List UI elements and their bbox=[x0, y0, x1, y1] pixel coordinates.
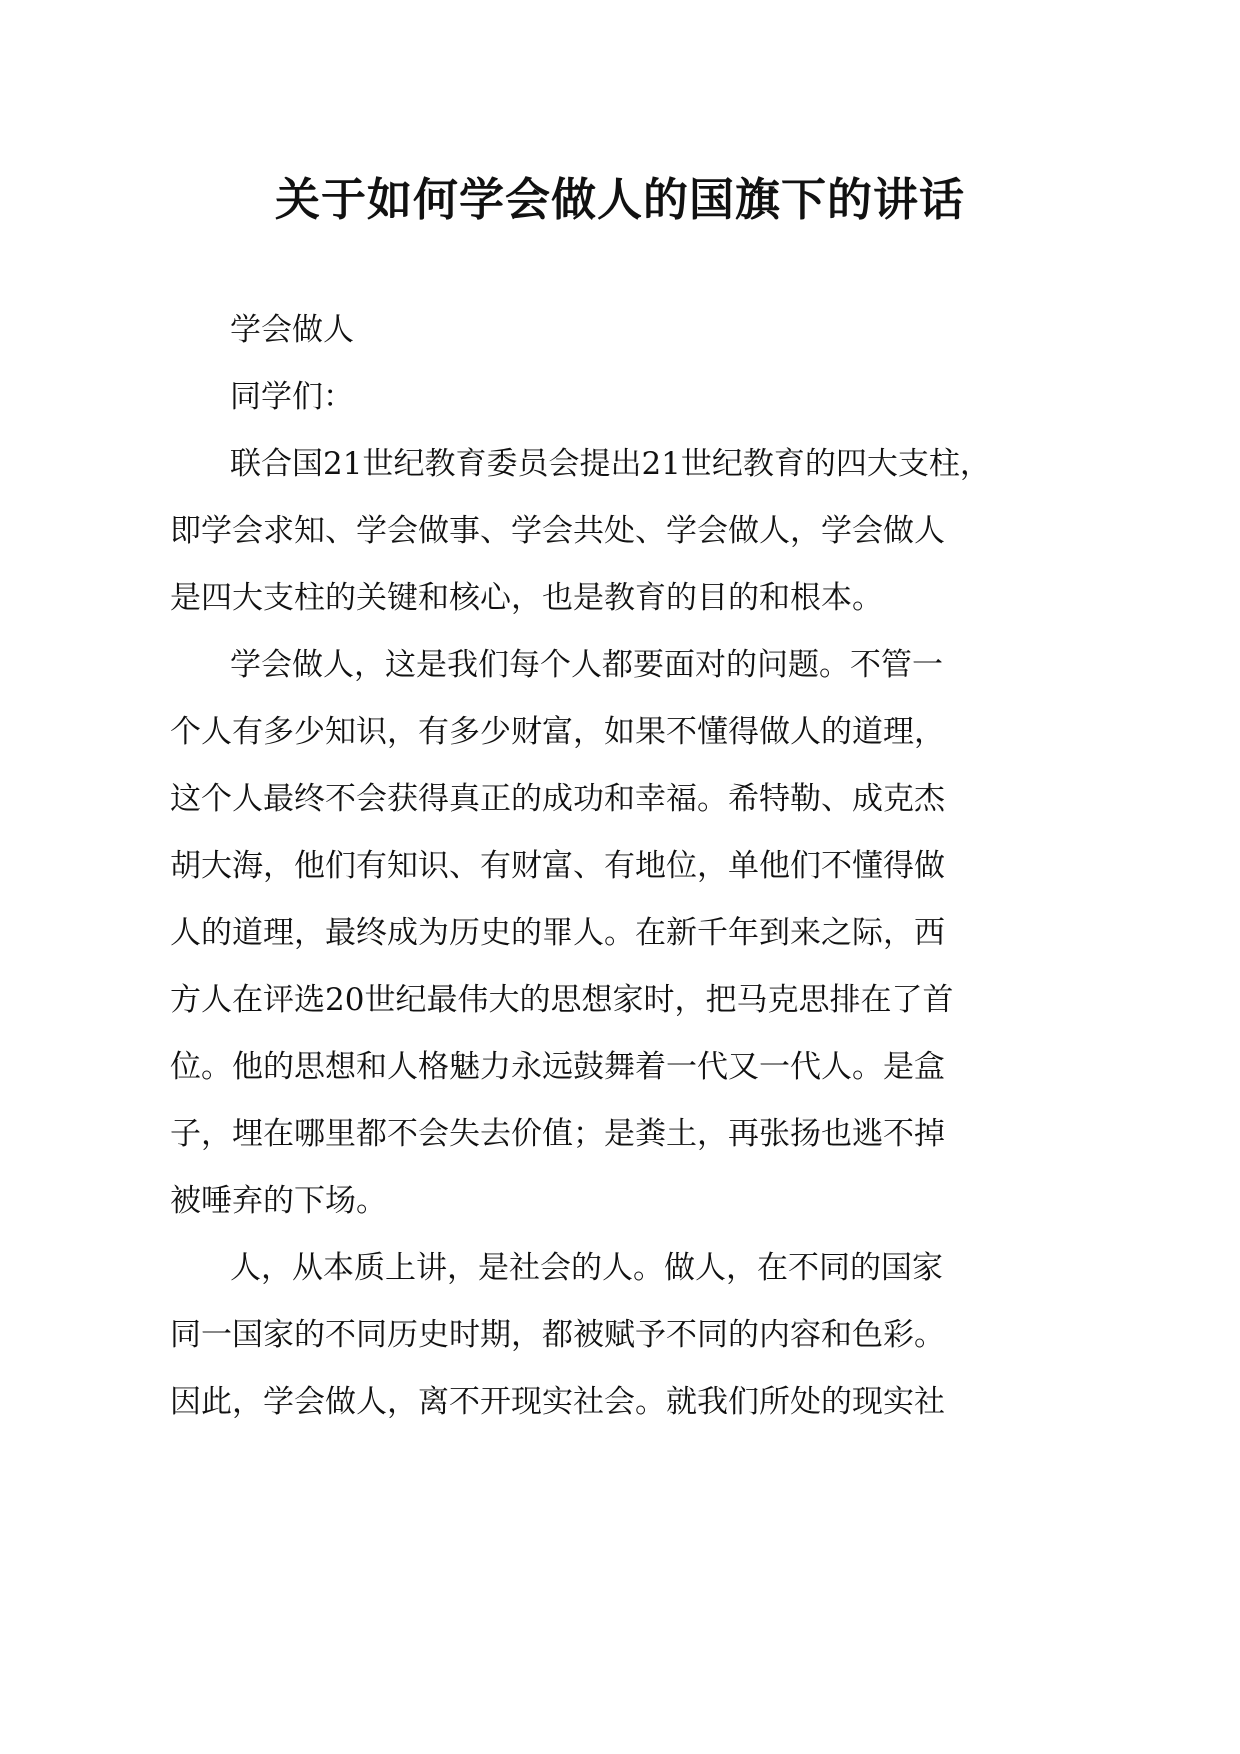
body-line: 是四大支柱的关键和核心，也是教育的目的和根本。 bbox=[170, 580, 883, 616]
section-heading: 学会做人 bbox=[230, 312, 354, 348]
body-line: 位。他的思想和人格魅力永远鼓舞着一代又一代人。是盒 bbox=[170, 1049, 945, 1085]
body-line: 同一国家的不同历史时期，都被赋予不同的内容和色彩。 bbox=[170, 1317, 945, 1353]
body-line: 方人在评选20世纪最伟大的思想家时，把马克思排在了首 bbox=[170, 982, 954, 1018]
body-line: 因此，学会做人，离不开现实社会。就我们所处的现实社 bbox=[170, 1384, 945, 1420]
body-line: 联合国21世纪教育委员会提出21世纪教育的四大支柱， bbox=[230, 446, 991, 482]
salutation: 同学们： bbox=[230, 379, 354, 415]
body-line: 胡大海，他们有知识、有财富、有地位，单他们不懂得做 bbox=[170, 848, 945, 884]
document-title: 关于如何学会做人的国旗下的讲话 bbox=[274, 173, 965, 226]
body-line: 人，从本质上讲，是社会的人。做人，在不同的国家 bbox=[230, 1250, 943, 1286]
body-line: 人的道理，最终成为历史的罪人。在新千年到来之际，西 bbox=[170, 915, 945, 951]
body-line: 学会做人，这是我们每个人都要面对的问题。不管一 bbox=[230, 647, 943, 683]
body-line: 被唾弃的下场。 bbox=[170, 1183, 387, 1219]
body-line: 这个人最终不会获得真正的成功和幸福。希特勒、成克杰 bbox=[170, 781, 945, 817]
body-line: 即学会求知、学会做事、学会共处、学会做人，学会做人 bbox=[170, 513, 945, 549]
body-line: 个人有多少知识，有多少财富，如果不懂得做人的道理， bbox=[170, 714, 945, 750]
body-line: 子，埋在哪里都不会失去价值；是粪土，再张扬也逃不掉 bbox=[170, 1116, 945, 1152]
